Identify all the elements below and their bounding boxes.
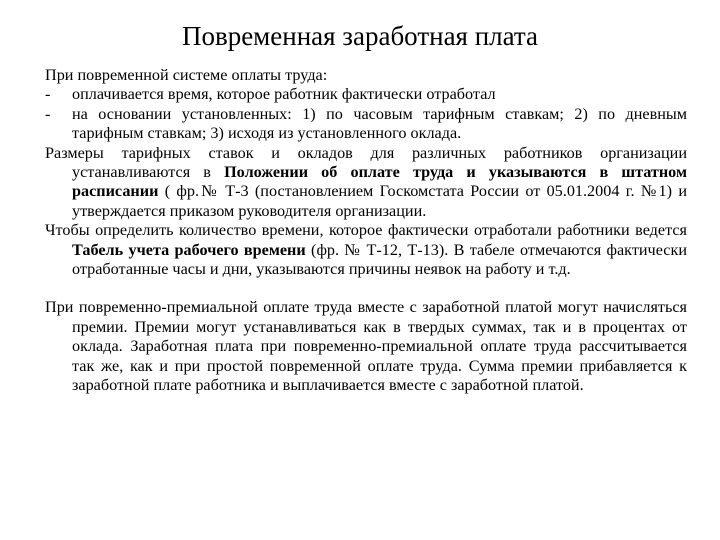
rates-text-2: ( фр.№ Т-3 (постановлением Госкомстата России от 05.01.2004 г. №1) и утверждается приказом руководителя организации. [72,182,687,220]
bullet-text: на основании установленных: 1) по часовым тарифным ставкам; 2) по дневным тарифным ставкам; 3) исходя из установленного оклада. [72,104,687,143]
bonus-paragraph: При повременно-премиальной оплате труда вместе с заработной платой могут начисляться премии. Премии могут устанавливаться как в твердых суммах, так и в процентах от оклада. Заработная плата при повременно-премиальной оплате труда рассчитывается так же, как и при простой повременной оплате труда. Сумма премии прибавляется к заработной плате работника и выплачивается вместе с заработной платой. [45,298,687,395]
rates-bold-text: Положении об оплате труда и указываются в штатном расписании [72,163,687,201]
paragraph-gap [45,279,687,298]
bullet-item-rates-basis [45,105,687,144]
timesheet-text-1: Чтобы определить количество времени, которое фактически отработали работники ведется [45,221,687,240]
bullet-item-time-worked [45,85,687,104]
slide-body [45,66,687,396]
timesheet-text-2: (фр. № Т-12, Т-13). В табеле отмечаются фактически отработанные часы и дни, указываются причины неявок на работу и т.д. [72,240,687,279]
bullet-dash: - [45,104,51,123]
timesheet-paragraph [45,221,687,279]
rates-paragraph [45,144,687,222]
timesheet-bold-text: Табель учета рабочего времени [72,240,306,259]
bullet-dash: - [45,85,51,104]
page-title: Повременная заработная плата [181,21,539,51]
rates-text-1: Размеры тарифных ставок и окладов для различных работников организации устанавливаются в [45,143,687,182]
bullet-text: оплачивается время, которое работник фактически отработал [72,85,496,104]
intro-paragraph: При повременной системе оплаты труда: [45,66,328,84]
